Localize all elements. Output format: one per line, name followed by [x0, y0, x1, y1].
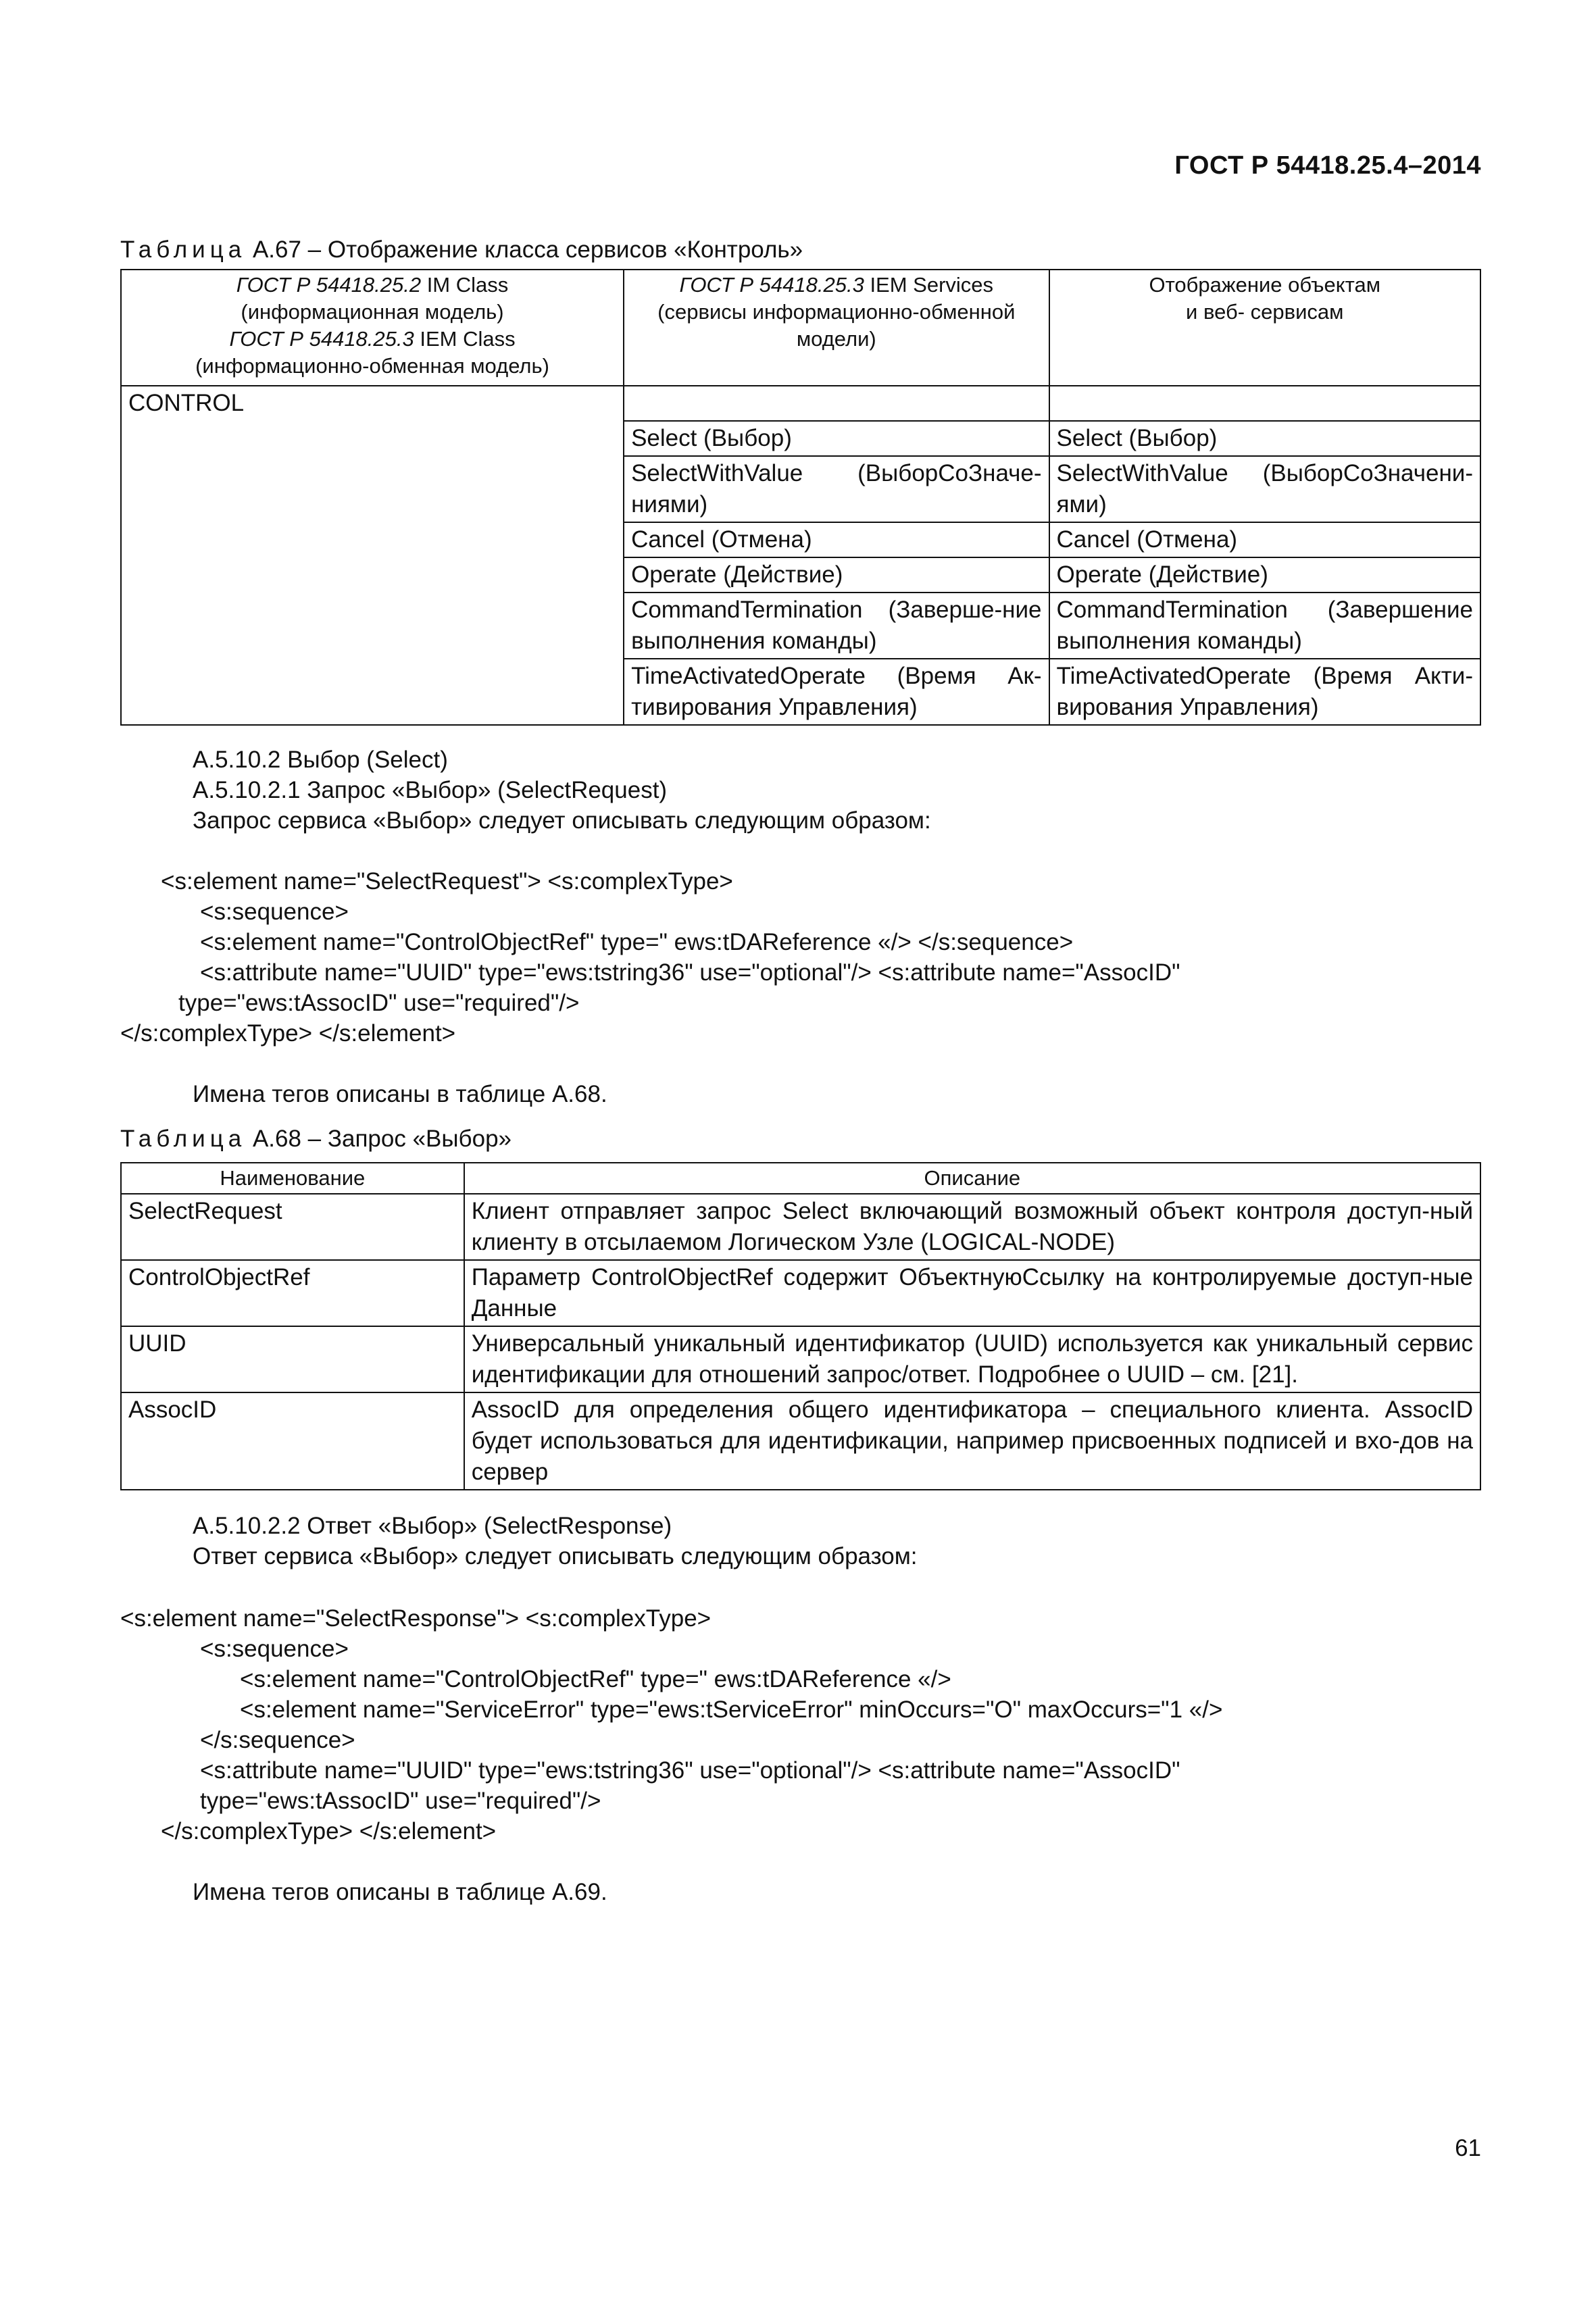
header-text: (информационно-обменная модель)	[195, 354, 549, 378]
code-line: <s:element name="SelectResponse"> <s:complexType>	[120, 1605, 712, 1632]
name-cell: ControlObjectRef	[121, 1260, 464, 1326]
table-67	[120, 269, 1481, 726]
table-row	[121, 1260, 1480, 1326]
class-name-cell: CONTROL	[121, 386, 624, 725]
description-cell: Клиент отправляет запрос Select включающий возможный объект контроля доступ-ный клиенту в отсылаемом Логическом Узле (LOGICAL-NODE)	[464, 1194, 1480, 1260]
code-line: <s:element name="ServiceError" type="ews:tServiceError" minOccurs="O" maxOccurs="1 «/>	[240, 1696, 1223, 1723]
code-line: </s:complexType> </s:element>	[161, 1818, 497, 1844]
paragraph: Имена тегов описаны в таблице А.69.	[193, 1879, 607, 1905]
table-row	[121, 386, 1480, 421]
caption-text: А.67 – Отображение класса сервисов «Контроль»	[246, 236, 803, 263]
table-row	[121, 1194, 1480, 1260]
service-cell: Select (Выбор)	[624, 421, 1049, 456]
table-68-header-row	[121, 1163, 1480, 1194]
header-text: модели)	[796, 327, 876, 351]
subsection-heading: А.5.10.2.1 Запрос «Выбор» (SelectRequest)	[193, 777, 668, 803]
col-header-iem-services	[624, 270, 1049, 386]
std-ref: ГОСТ Р 54418.25.2	[236, 273, 422, 297]
code-line: <s:attribute name="UUID" type="ews:tstring36" use="optional"/> <s:attribute name="AssocID"	[200, 959, 1180, 986]
mapping-cell: Select (Выбор)	[1049, 421, 1480, 456]
header-text: (сервисы информационно-обменной	[657, 300, 1016, 324]
code-line: <s:sequence>	[200, 899, 349, 925]
mapping-cell: Operate (Действие)	[1049, 557, 1480, 593]
name-cell: UUID	[121, 1326, 464, 1392]
service-cell: Cancel (Отмена)	[624, 522, 1049, 557]
header-text: и веб- сервисам	[1186, 300, 1344, 324]
mapping-cell: Cancel (Отмена)	[1049, 522, 1480, 557]
paragraph: Имена тегов описаны в таблице А.68.	[193, 1081, 607, 1107]
service-cell: TimeActivatedOperate (Время Ак-тивирования Управления)	[624, 659, 1049, 725]
header-text: IM Class	[421, 273, 509, 297]
name-cell: AssocID	[121, 1392, 464, 1490]
code-line: <s:element name="ControlObjectRef" type=" ews:tDAReference «/>	[240, 1666, 951, 1692]
paragraph: Ответ сервиса «Выбор» следует описывать следующим образом:	[193, 1543, 918, 1569]
header-text: IEM Class	[414, 327, 516, 351]
std-ref: ГОСТ Р 54418.25.3	[679, 273, 864, 297]
code-line: <s:element name="ControlObjectRef" type=" ews:tDAReference «/> </s:sequence>	[200, 929, 1074, 955]
service-cell: SelectWithValue (ВыборСоЗначе-ниями)	[624, 456, 1049, 522]
paragraph: Запрос сервиса «Выбор» следует описывать следующим образом:	[193, 807, 931, 834]
col-header-im-class	[121, 270, 624, 386]
table-67-header-row	[121, 270, 1480, 386]
mapping-cell	[1049, 386, 1480, 421]
table-68-caption	[120, 1126, 512, 1153]
section-heading: А.5.10.2 Выбор (Select)	[193, 747, 448, 773]
col-header-name: Наименование	[121, 1163, 464, 1194]
code-line: type="ews:tAssocID" use="required"/>	[200, 1788, 601, 1814]
table-row	[121, 1326, 1480, 1392]
header-text: (информационная модель)	[241, 300, 504, 324]
service-cell	[624, 386, 1049, 421]
caption-prefix: Таблица	[120, 236, 247, 263]
header-text: IEM Services	[864, 273, 994, 297]
description-cell: AssocID для определения общего идентификатора – специального клиента. AssocID будет использоваться для идентификации, например присвоенных подписей и вхо-дов на сервер	[464, 1392, 1480, 1490]
table-row	[121, 1392, 1480, 1490]
header-text: Отображение объектам	[1149, 273, 1381, 297]
col-header-description: Описание	[464, 1163, 1480, 1194]
caption-prefix: Таблица	[120, 1126, 247, 1152]
mapping-cell: TimeActivatedOperate (Время Акти-вирования Управления)	[1049, 659, 1480, 725]
description-cell: Параметр ControlObjectRef содержит ОбъектнуюСсылку на контролируемые доступ-ные Данные	[464, 1260, 1480, 1326]
service-cell: Operate (Действие)	[624, 557, 1049, 593]
code-line: type="ews:tAssocID" use="required"/>	[178, 990, 580, 1016]
table-67-caption	[120, 236, 803, 263]
code-line: <s:sequence>	[200, 1636, 349, 1662]
subsection-heading: А.5.10.2.2 Ответ «Выбор» (SelectResponse)	[193, 1513, 672, 1539]
description-cell: Универсальный уникальный идентификатор (UUID) используется как уникальный сервис идентификации для отношений запрос/ответ. Подробнее о UUID – см. [21].	[464, 1326, 1480, 1392]
page-number: 61	[1455, 2135, 1481, 2161]
code-line: </s:complexType> </s:element>	[120, 1020, 456, 1047]
table-68	[120, 1162, 1481, 1490]
document-standard-number: ГОСТ Р 54418.25.4–2014	[1174, 151, 1481, 180]
code-line: <s:attribute name="UUID" type="ews:tstring36" use="optional"/> <s:attribute name="AssocID"	[200, 1757, 1180, 1784]
mapping-cell: CommandTermination (Завершение выполнения команды)	[1049, 593, 1480, 659]
code-line: <s:element name="SelectRequest"> <s:complexType>	[161, 868, 733, 895]
std-ref: ГОСТ Р 54418.25.3	[229, 327, 414, 351]
code-line: </s:sequence>	[200, 1727, 355, 1753]
service-cell: CommandTermination (Заверше-ние выполнения команды)	[624, 593, 1049, 659]
caption-text: А.68 – Запрос «Выбор»	[246, 1126, 512, 1152]
name-cell: SelectRequest	[121, 1194, 464, 1260]
col-header-mapping	[1049, 270, 1480, 386]
mapping-cell: SelectWithValue (ВыборСоЗначени-ями)	[1049, 456, 1480, 522]
